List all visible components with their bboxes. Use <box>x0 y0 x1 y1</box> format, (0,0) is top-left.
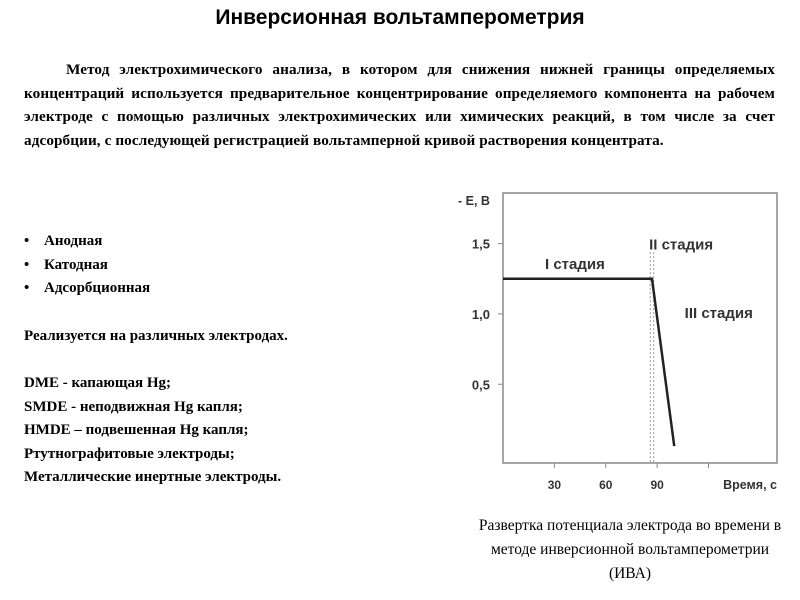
x-axis-label: Время, с <box>723 478 777 492</box>
potential-sweep-chart <box>440 188 790 508</box>
electrode-item: SMDE - неподвижная Hg капля; <box>24 399 243 415</box>
definition-paragraph: Метод электрохимического анализа, в котором для снижения нижней границы определяемых концентраций используется предварительное концентрирование определяемого компонента на рабочем электроде с помощью различных электрохимических или химических реакций, в том числе за счет адсорбции, с последующей регистрацией вольтамперной кривой растворения концентрата. <box>24 61 775 149</box>
electrode-item: HMDE – подвешенная Hg капля; <box>24 422 249 438</box>
electrodes-heading: Реализуется на различных электродах. <box>24 328 288 344</box>
method-types-list <box>24 230 150 301</box>
y-tick-label: 1,0 <box>471 306 490 322</box>
list-item: • Анодная <box>24 230 150 254</box>
chart-caption: Развертка потенциала электрода во времени в методе инверсионной вольтамперометрии (ИВА) <box>478 517 782 582</box>
electrode-item: DME - капающая Hg; <box>24 375 172 391</box>
stage-label: II стадия <box>649 236 714 254</box>
electrode-item: Ртутнографитовые электроды; <box>24 446 235 462</box>
x-tick-label: 60 <box>599 478 613 492</box>
stage-label: III стадия <box>684 305 753 323</box>
plot-frame <box>503 193 777 463</box>
electrode-item: Металлические инертные электроды. <box>24 469 282 485</box>
x-tick-label: 30 <box>547 478 562 492</box>
y-tick-label: 1,5 <box>471 236 490 252</box>
page-title: Инверсионная вольтамперометрия <box>215 6 585 29</box>
x-tick-label: 90 <box>650 478 664 492</box>
list-item: • Адсорбционная <box>24 277 150 301</box>
y-axis-label: - E, В <box>458 194 490 208</box>
stage-label: I стадия <box>544 255 605 273</box>
series-line <box>503 279 674 446</box>
y-tick-label: 0,5 <box>471 377 490 393</box>
list-item: • Катодная <box>24 254 150 278</box>
